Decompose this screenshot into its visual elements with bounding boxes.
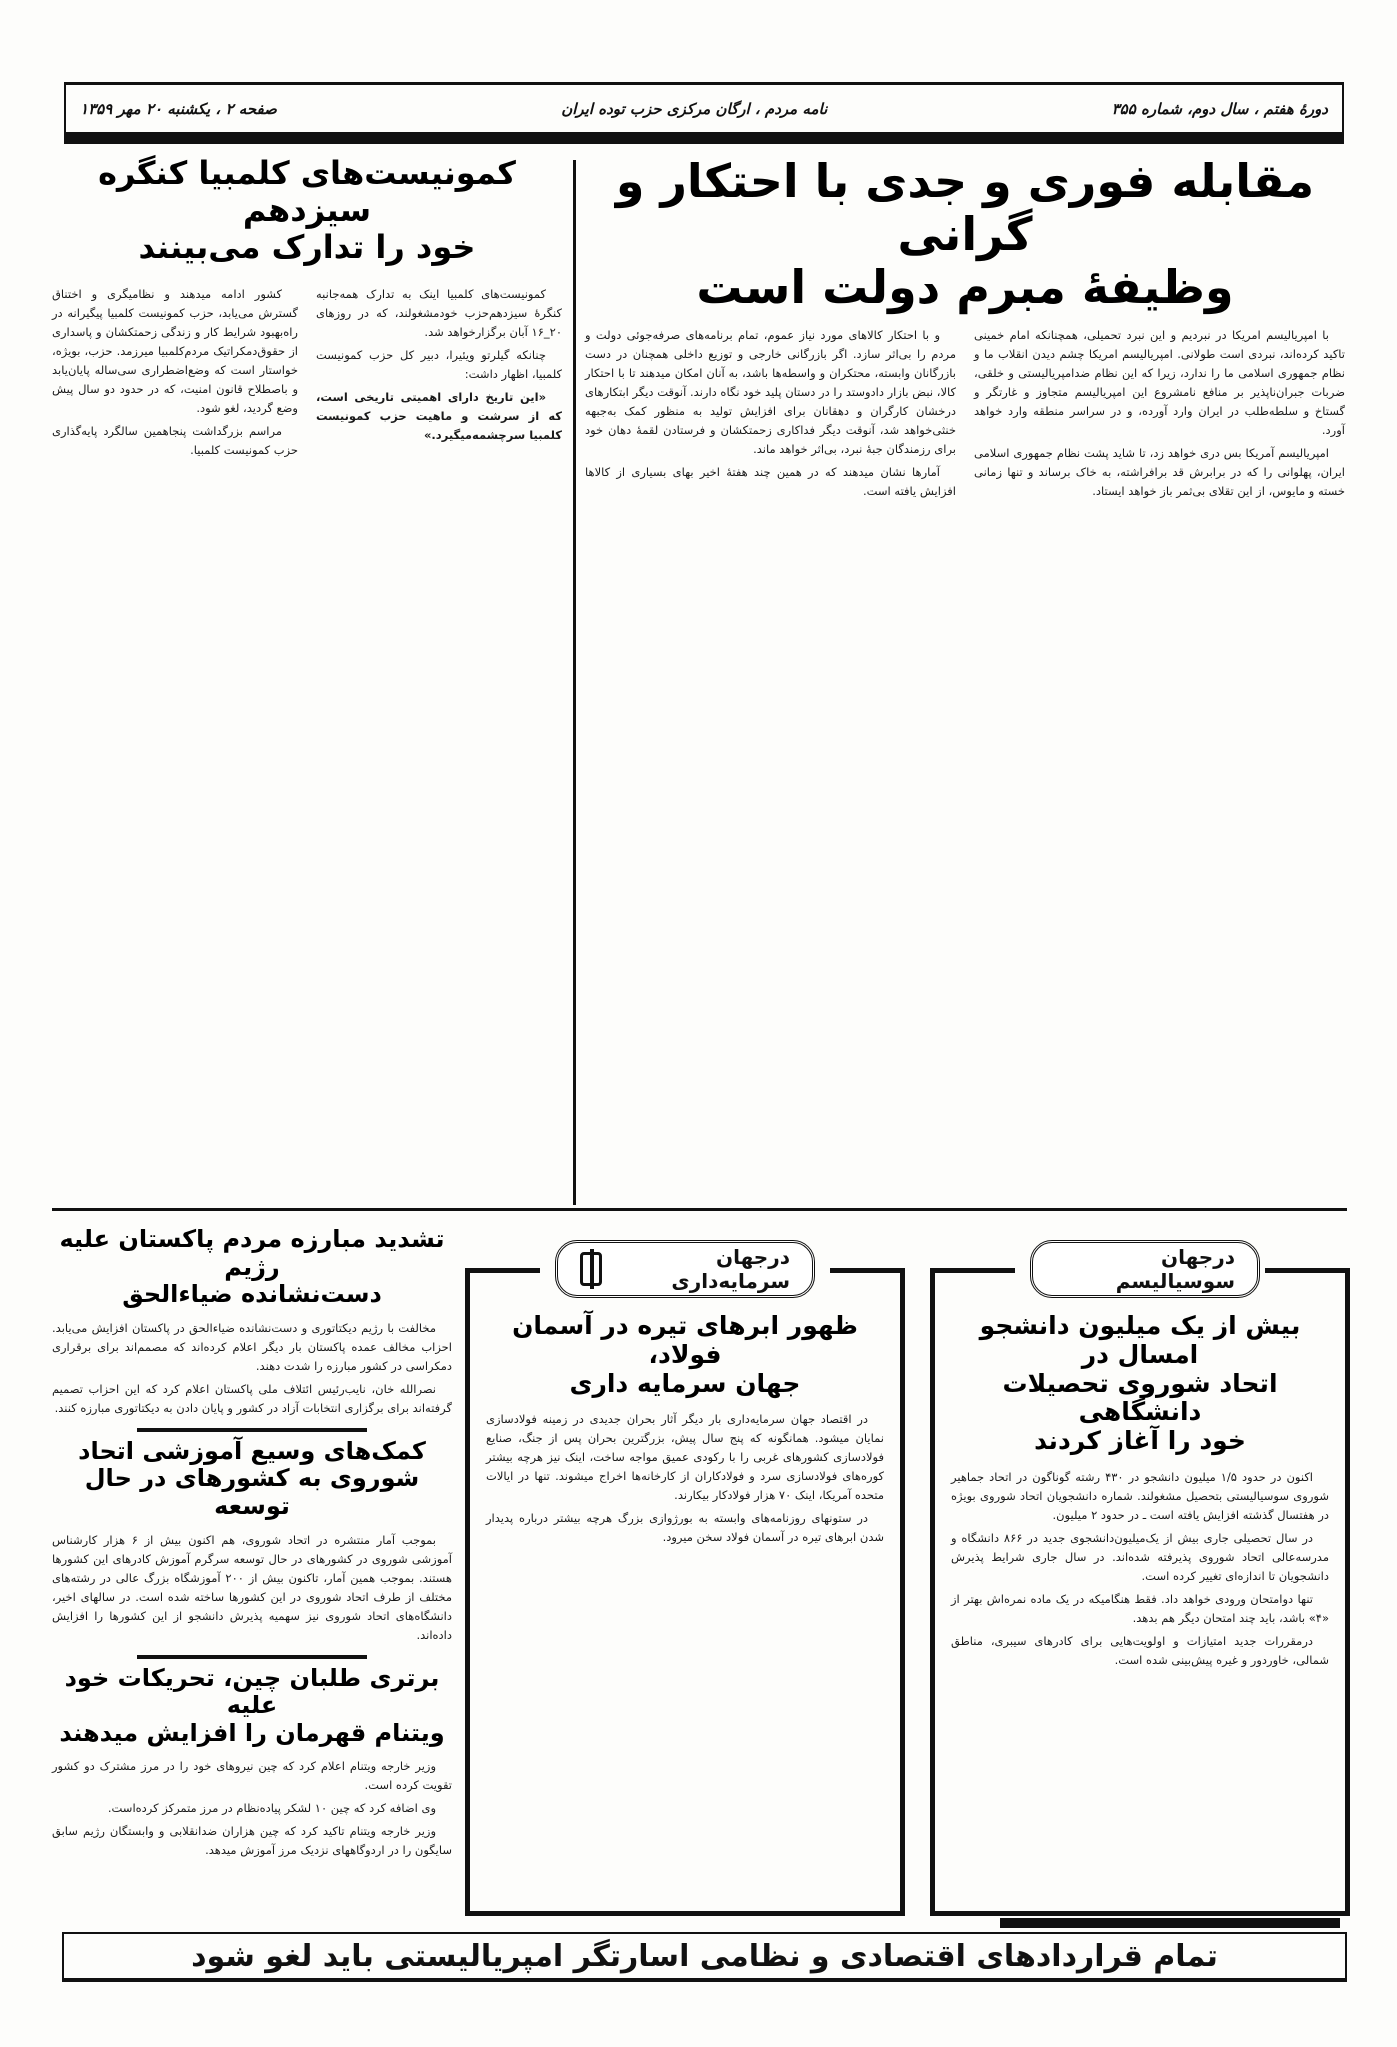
article-divider — [137, 1428, 367, 1432]
capitalism-headline-line1: ظهور ابرهای تیره در آسمان فولاد، — [512, 1311, 858, 1369]
capitalism-headline — [484, 1312, 886, 1398]
pakistan-headline-line1: تشدید مبارزه مردم پاکستان علیه رژیم — [59, 1225, 445, 1281]
box-border — [830, 1268, 900, 1273]
china-body — [52, 1757, 452, 1860]
capitalism-body — [470, 1410, 900, 1547]
colombia-article — [52, 155, 562, 1205]
main-article-column-left — [585, 326, 956, 505]
paragraph: امپریالیسم آمریکا بس دری خواهد زد، تا شاید پشت نظام جمهوری اسلامی ایران، پهلوانی را که در برابرش قد برافراشته، به خاک برساند و تنها زمانی خسته و مایوس، از این تقلای بی‌ثمر باز خواهد ایستاد. — [974, 445, 1345, 498]
colombia-headline — [52, 155, 562, 265]
pakistan-body — [52, 1319, 452, 1418]
paragraph: بموجب آمار منتشره در اتحاد شوروی، هم اکنون بیش از ۶ هزار کارشناس آموزشی شوروی در کشورهای در حال توسعه سرگرم آموزش کادرهای این کشورها هستند. بموجب همین آمار، تاکنون بیش از ۲۰۰ آموزشگاه بزرگ عالی در رشته‌های مختلف از طرف اتحاد شوروی در این کشورها ساخته شده است. در سالهای اخیر، دانشگاه‌های اتحاد شوروی نیز سهمیه پذیرش دانشجو از این کشورها را افزایش داده‌اند. — [52, 1532, 452, 1642]
soviet-aid-headline-line1: کمک‌های وسیع آموزشی اتحاد — [78, 1436, 426, 1465]
decorative-bar — [1000, 1918, 1340, 1928]
paragraph: وزیر خارجه ویتنام تاکید کرد که چین هزاران ضدانقلابی و وابستگان رژیم سابق سایگون را در اردوگاههای نزدیک مرز آموزش میدهد. — [52, 1824, 452, 1858]
socialism-section-box — [930, 1245, 1350, 1916]
column-divider — [573, 160, 576, 1205]
main-headline-line2: وظیفهٔ مبرم دولت است — [696, 259, 1234, 314]
capitalism-headline-line2: جهان سرمایه داری — [569, 1368, 801, 1398]
paragraph: کشور ادامه میدهند و نظامیگری و اختناق گسترش می‌یابد، حزب کمونیست کلمبیا پیگیرانه در راه‌بهبود شرایط کار و زندگی زحمتکشان و پاسداری از حقوق‌دمکراتیک مردم‌کلمبیا میرزمد. حزب، بویژه، خواستار است که وضع‌اضطراری سی‌ساله پایان‌یابد و باصطلاح قانون امنیت، که در حدود دو سال پیش وضع گردید، لغو شود. — [52, 287, 298, 416]
paragraph: نصرالله خان، نایب‌رئیس ائتلاف ملی پاکستان اعلام کرد که این احزاب تصمیم گرفته‌اند برای برگزاری انتخابات آزاد در کشور و پایان دادن به دیکتاتوری مبارزه کنند. — [52, 1381, 452, 1415]
socialism-headline-line2: اتحاد شوروی تحصیلات دانشگاهی — [1002, 1368, 1278, 1427]
quote-paragraph: «این تاریخ دارای اهمیتی تاریخی است، که از سرشت و ماهیت حزب کمونیست کلمبیا سرچشمه‌میگیرد.» — [316, 390, 562, 443]
page-date: صفحه ۲ ، یکشنبه ۲۰ مهر ۱۳۵۹ — [80, 99, 277, 118]
paragraph: آمارها نشان میدهند که در همین چند هفتهٔ اخیر بهای بسیاری از کالاها افزایش یافته است. — [585, 464, 956, 498]
paragraph: در سال تحصیلی جاری بیش از یک‌میلیون‌دانشجوی جدید در ۸۶۶ دانشگاه و مدرسه‌عالی اتحاد شوروی پذیرفته شده‌اند. در سال جاری شرایط پذیرش دانشجویان تا اندازه‌ای تغییر کرده است. — [951, 1530, 1329, 1583]
box-border — [1265, 1268, 1345, 1273]
paragraph: مراسم بزرگداشت پنجاهمین سالگرد پایه‌گذاری حزب کمونیست کلمبیا. — [52, 424, 298, 458]
main-article-column-right — [974, 326, 1345, 505]
socialism-headline-line3: خود را آغاز کردند — [1034, 1426, 1246, 1455]
socialism-section-label — [1030, 1240, 1260, 1298]
paper-name: نامه مردم ، ارگان مرکزی حزب توده ایران — [561, 99, 828, 118]
socialism-headline — [949, 1312, 1331, 1456]
paragraph: و با احتکار کالاهای مورد نیاز عموم، تمام برنامه‌های صرفه‌جوئی دولت و مردم را بی‌اثر سازد. اگر بازرگانی خارجی و توزیع داخلی همچنان در دست بازرگانان وابسته، محتکران و واسطه‌ها باشد، به آنان امکان میدهند تا با احتکار کالا، نبض بازار دادوستد را در دستان پلید خود نگاه دارند. آنوقت دیگر ابتکارهای درخشان کارگران و دهقانان برای افزایش تولید به منظور کمک به‌جبهه خنثی‌خواهد شد، آنوقت دیگر فداکاری زحمتکشان و فرستادن لقمهٔ دهان خود برای رزمندگان جبهٔ نبرد، بی‌اثر خواهد ماند. — [585, 327, 956, 456]
pakistan-headline-line2: دست‌نشانده ضیاءالحق — [122, 1280, 382, 1309]
dollar-icon — [580, 1252, 602, 1286]
box-border — [935, 1268, 1015, 1273]
paragraph: اکنون در حدود ۱/۵ میلیون دانشجو در ۴۳۰ رشته گوناگون در اتحاد جماهیر شوروی سوسیالیستی بتحصیل مشغولند. شماره دانشجویان اتحاد شوروی بویژه در هفتسال گذشته افزایش یافته است ـ در حدود ۲ میلیون. — [951, 1469, 1329, 1522]
colombia-headline-line1: کمونیست‌های کلمبیا کنگره سیزدهم — [98, 154, 516, 229]
pakistan-headline — [52, 1226, 452, 1309]
paragraph: کمونیست‌های کلمبیا اینک به تدارک همه‌جانبه کنگرهٔ سیزدهم‌حزب خودمشغولند، که در روزهای ۲۰_۱۶ آبان برگزارخواهد شد. — [316, 287, 562, 340]
paragraph: مخالفت با رژیم دیکتاتوری و دست‌نشانده ضیاءالحق در پاکستان افزایش می‌یابد. احزاب مخالف عمده پاکستان بار دیگر اعلام کرده‌اند که مصمم‌اند برای برقراری دمکراسی در کشور مبارزه را شدت دهند. — [52, 1320, 452, 1373]
left-news-column — [52, 1220, 452, 1920]
capitalism-section-box — [465, 1245, 905, 1916]
colombia-column-right — [316, 285, 562, 464]
banner-text: تمام قراردادهای اقتصادی و نظامی اسارتگر امپریالیستی باید لغو شود — [191, 1938, 1218, 1974]
paragraph: وی اضافه کرد که چین ۱۰ لشکر پیاده‌نظام در مرز متمرکز کرده‌است. — [107, 1801, 436, 1816]
socialism-body — [935, 1468, 1345, 1670]
masthead — [64, 82, 1344, 144]
paragraph: در ستونهای روزنامه‌های وابسته به بورژوازی بزرگ هرچه بیشتر درباره پدیدار شدن ابرهای تیره در آسمان فولاد سخن میرود. — [486, 1511, 884, 1545]
box-border — [470, 1268, 540, 1273]
main-article — [585, 155, 1345, 1205]
paragraph: چنانکه گیلرتو ویئیرا، دبیر کل حزب کمونیست کلمبیا، اظهار داشت: — [316, 348, 562, 382]
section-label-text: درجهان سرمایه‌داری — [671, 1245, 790, 1293]
article-divider — [137, 1655, 367, 1659]
soviet-aid-headline — [52, 1438, 452, 1521]
main-headline — [585, 155, 1345, 314]
section-divider — [52, 1208, 1347, 1211]
paragraph: با امپریالیسم امریکا در نبردیم و این نبرد تحمیلی، همچنانکه امام خمینی تاکید کرده‌اند، نبردی است طولانی. امپریالیسم امریکا چشم دیدن انقلاب ما و نظام جمهوری اسلامی ما را ندارد، زیرا که این نظام ضدامپریالیستی و خلقی، ضربات جبران‌ناپذیر بر منافع نامشروع این امپریالیسم متجاوز و غارتگر و گستاخ و سلطه‌طلب در ایران وارد آورده، و در سراسر منطقه وارد خواهد آورد. — [974, 327, 1345, 437]
paragraph: درمقررات جدید امتیازات و اولویت‌هایی برای کادرهای سیبری، مناطق شمالی، خاوردور و غیره پیش‌بینی شده است. — [951, 1633, 1329, 1667]
issue-number: دورهٔ هفتم ، سال دوم، شماره ۳۵۵ — [1111, 99, 1328, 118]
colombia-headline-line2: خود را تدارک می‌بینند — [138, 227, 476, 266]
soviet-aid-headline-line2: شوروی به کشورهای در حال توسعه — [84, 1464, 420, 1520]
paragraph: وزیر خارجه ویتنام اعلام کرد که چین نیروهای خود را در مرز مشترک دو کشور تقویت کرده است. — [52, 1759, 452, 1793]
paragraph: در اقتصاد جهان سرمایه‌داری بار دیگر آثار بحران جدیدی در زمینه فولادسازی نمایان میشود. همانگونه که پنج سال پیش، بزرگترین بحران پس از جنگ، صنایع فولادسازی کشورهای غربی را با رکودی عمیق مواجه ساخت، اینک نیز هرچه بیشتر کوره‌های فولادسازی سرد و فولادکاران از کارخانه‌ها اخراج میشوند. تنها در ایالات متحده آمریکا، اینک ۷۰ هزار فولادکار بیکارند. — [486, 1412, 884, 1503]
china-headline-line2: ویتنام قهرمان را افزایش میدهند — [59, 1718, 445, 1747]
main-headline-line1: مقابله فوری و جدی با احتکار و گرانی — [615, 154, 1315, 261]
section-label-text: درجهان سوسیالیسم — [1115, 1245, 1235, 1293]
socialism-headline-line1: بیش از یک میلیون دانشجو امسال در — [979, 1311, 1301, 1369]
paragraph: تنها دوامتحان ورودی خواهد داد. فقط هنگامیکه در یک ماده نمره‌اش بهتر از «۴» باشد، باید چند امتحان دیگر هم بدهد. — [951, 1591, 1329, 1625]
soviet-aid-body — [52, 1531, 452, 1645]
colombia-column-left — [52, 285, 298, 464]
bottom-banner — [62, 1932, 1347, 1982]
capitalism-section-label — [555, 1240, 815, 1298]
china-headline — [52, 1665, 452, 1748]
china-headline-line1: برتری طلبان چین، تحریکات خود علیه — [64, 1663, 440, 1720]
